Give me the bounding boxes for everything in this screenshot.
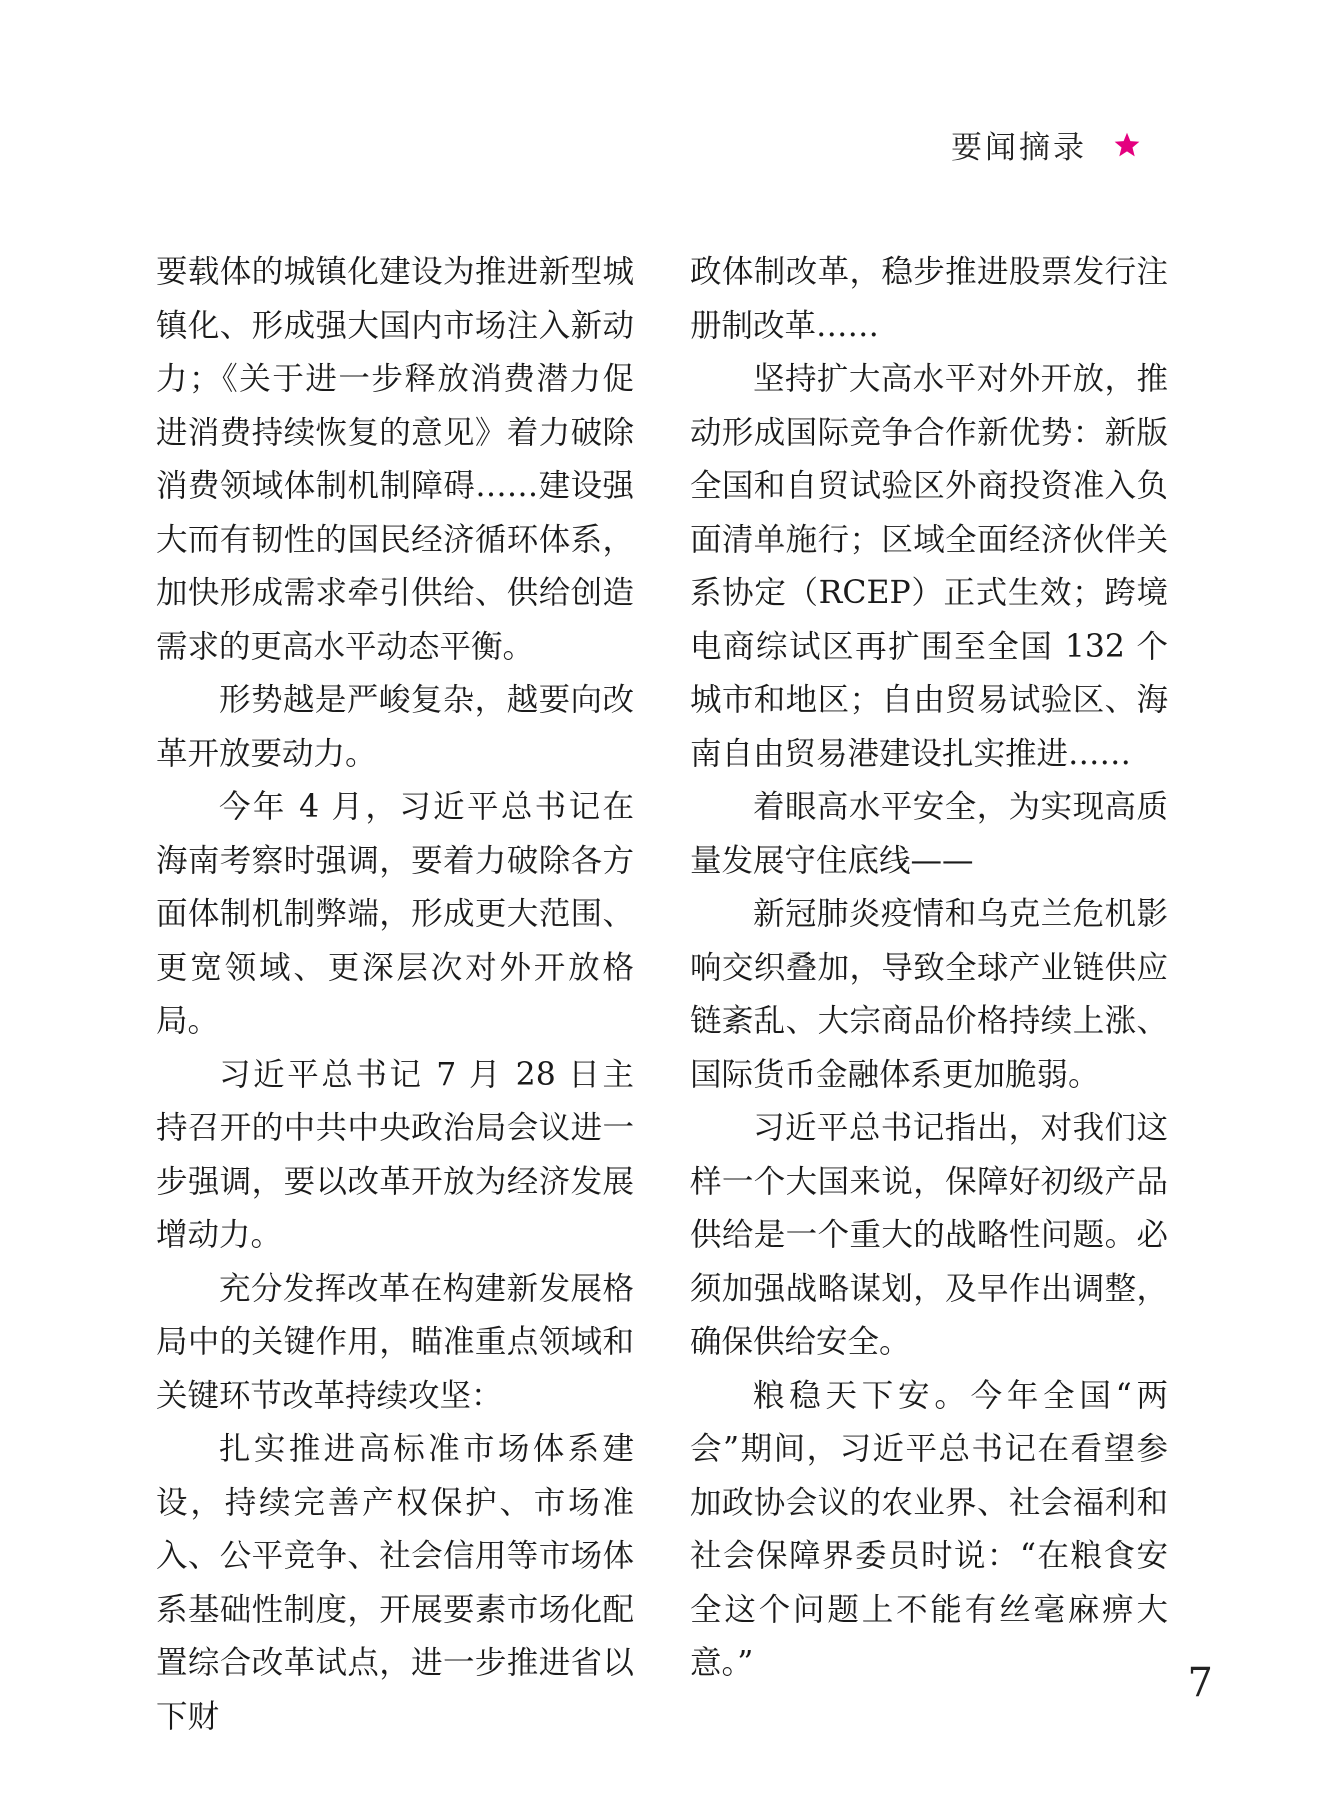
section-title: 要闻摘录	[951, 130, 1087, 166]
paragraph: 扎实推进高标准市场体系建设，持续完善产权保护、市场准入、公平竞争、社会信用等市场体系基础性制度，开展要素市场化配置综合改革试点，进一步推进省以下财	[156, 1431, 634, 1735]
star-icon	[1113, 131, 1141, 159]
page-number: 7	[1187, 1660, 1213, 1706]
paragraph: 新冠肺炎疫情和乌克兰危机影响交织叠加，导致全球产业链供应链紊乱、大宗商品价格持续上涨、国际货币金融体系更加脆弱。	[690, 896, 1168, 1093]
paragraph: 着眼高水平安全，为实现高质量发展守住底线——	[690, 789, 1168, 879]
paragraph: 习近平总书记指出，对我们这样一个大国来说，保障好初级产品供给是一个重大的战略性问题。必须加强战略谋划，及早作出调整，确保供给安全。	[690, 1110, 1168, 1360]
right-column	[690, 246, 1168, 1691]
paragraph-continued: 要载体的城镇化建设为推进新型城镇化、形成强大国内市场注入新动力；《关于进一步释放消费潜力促进消费持续恢复的意见》着力破除消费领域体制机制障碍……建设强大而有韧性的国民经济循环体系，加快形成需求牵引供给、供给创造需求的更高水平动态平衡。	[156, 254, 634, 665]
paragraph: 习近平总书记 7 月 28 日主持召开的中共中央政治局会议进一步强调，要以改革开放为经济发展增动力。	[156, 1056, 634, 1253]
paragraph-continued: 政体制改革，稳步推进股票发行注册制改革……	[690, 254, 1168, 344]
paragraph: 形势越是严峻复杂，越要向改革开放要动力。	[156, 682, 634, 772]
paragraph: 粮稳天下安。今年全国“两会”期间，习近平总书记在看望参加政协会议的农业界、社会福利和社会保障界委员时说：“在粮食安全这个问题上不能有丝毫麻痹大意。”	[690, 1377, 1168, 1681]
left-column	[156, 246, 634, 1744]
page-header	[951, 122, 1141, 167]
paragraph: 今年 4 月，习近平总书记在海南考察时强调，要着力破除各方面体制机制弊端，形成更大范围、更宽领域、更深层次对外开放格局。	[156, 789, 634, 1039]
paragraph: 坚持扩大高水平对外开放，推动形成国际竞争合作新优势：新版全国和自贸试验区外商投资准入负面清单施行；区域全面经济伙伴关系协定（RCEP）正式生效；跨境电商综试区再扩围至全国 132 个城市和地区；自由贸易试验区、海南自由贸易港建设扎实推进……	[690, 361, 1168, 772]
paragraph: 充分发挥改革在构建新发展格局中的关键作用，瞄准重点领域和关键环节改革持续攻坚：	[156, 1270, 634, 1414]
